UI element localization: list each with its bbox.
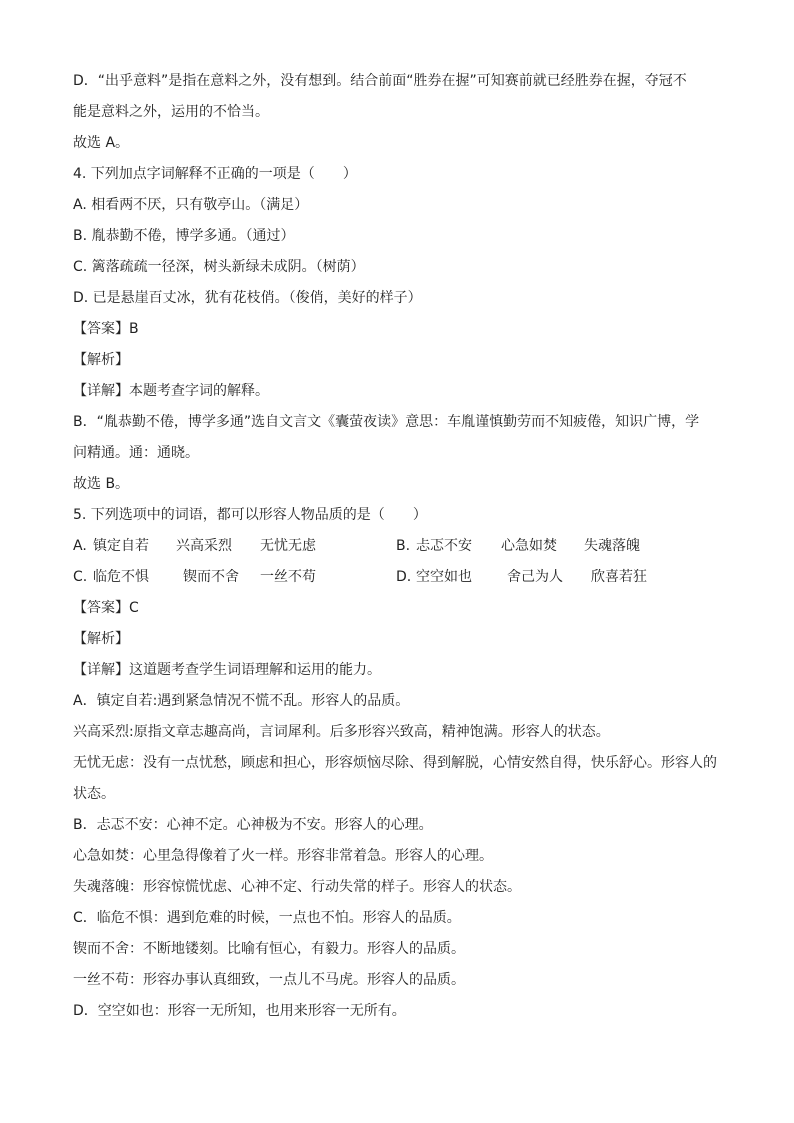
q5-option-d-label: D. (396, 569, 412, 585)
q3-choice: 故选 A。 (73, 135, 130, 151)
q4-stem-text: 4. 下列加点字词解释不正确的一项是（ (73, 166, 315, 182)
q3-explain-d-line1: D．“出乎意料”是指在意料之外，没有想到。结合前面“胜券在握”可知赛前就已经胜券在握，夺冠不 (73, 73, 687, 89)
q5-explain-a2: 兴高采烈:原指文章志趣高尚，言词犀利。后多形容兴致高，精神饱满。形容人的状态。 (73, 724, 610, 740)
q4-option-c: C. 篱落疏疏一径深，树头新绿未成阴。（树荫） (73, 259, 365, 275)
q5-option-c-word2: 锲而不舍 (183, 569, 239, 585)
q5-option-d-word1: 空空如也 (416, 569, 472, 585)
q5-explain-a1: A．镇定自若:遇到紧急情况不慌不乱。形容人的品质。 (73, 693, 410, 709)
q5-explain-c2: 锲而不舍：不断地镂刻。比喻有恒心，有毅力。形容人的品质。 (73, 941, 465, 957)
q5-stem-close: ） (412, 507, 427, 523)
q5-option-c-word3: 一丝不苟 (260, 569, 316, 585)
q5-option-d-word3: 欣喜若狂 (591, 569, 647, 585)
q5-option-c-label: C. (73, 569, 88, 585)
q5-analysis-heading: 【解析】 (73, 631, 129, 647)
q5-explain-c3: 一丝不苟：形容办事认真细致，一点儿不马虎。形容人的品质。 (73, 972, 465, 988)
q4-stem-close: ） (342, 166, 357, 182)
q4-explain-line2: 问精通。通：通晓。 (73, 445, 199, 461)
q5-option-a-word3: 无忧无虑 (260, 538, 316, 554)
q4-stem (73, 159, 724, 190)
q3-explain-d-line2: 能是意料之外，运用的不恰当。 (73, 104, 269, 120)
q5-answer: 【答案】C (73, 600, 139, 616)
q4-explain-line1: B．“胤恭勤不倦，博学多通”选自文言文《囊萤夜读》意思：车胤谨慎勤劳而不知疲倦，知识广博，学 (73, 414, 700, 430)
q4-option-d: D. 已是悬崖百丈冰，犹有花枝俏。（俊俏，美好的样子） (73, 290, 422, 306)
q5-option-c-word1: 临危不惧 (93, 569, 149, 585)
q5-explain-a3-line2: 状态。 (73, 786, 115, 802)
q5-explain-d1: D．空空如也：形容一无所知，也用来形容一无所有。 (73, 1003, 406, 1019)
q5-option-d-word2: 舍己为人 (507, 569, 563, 585)
q5-option-a-word1: 镇定自若 (93, 538, 149, 554)
q5-explain-c1: C．临危不惧：遇到危难的时候，一点也不怕。形容人的品质。 (73, 910, 461, 926)
q5-option-a-label: A. (73, 538, 87, 554)
q5-options-row-cd (73, 562, 724, 593)
q5-option-b-word2: 心急如焚 (501, 538, 557, 554)
q4-option-a: A. 相看两不厌，只有敬亭山。（满足） (73, 197, 309, 213)
q5-explain-a3-line1: 无忧无虑：没有一点忧愁，顾虑和担心，形容烦恼尽除、得到解脱，心情安然自得，快乐舒心。形容人的 (73, 755, 717, 771)
q5-explain-b2: 心急如焚：心里急得像着了火一样。形容非常着急。形容人的心理。 (73, 848, 493, 864)
q5-explain-b1: B．忐忑不安：心神不定。心神极为不安。形容人的心理。 (73, 817, 433, 833)
q5-option-b-label: B. (396, 538, 411, 554)
q4-choice: 故选 B。 (73, 476, 130, 492)
q5-option-a-word2: 兴高采烈 (176, 538, 232, 554)
q5-option-b-word1: 忐忑不安 (416, 538, 472, 554)
q4-answer: 【答案】B (73, 321, 139, 337)
q5-stem (73, 500, 724, 531)
q5-stem-text: 5. 下列选项中的词语，都可以形容人物品质的是（ (73, 507, 385, 523)
q4-detail: 【详解】本题考查字词的解释。 (73, 383, 269, 399)
q5-explain-b3: 失魂落魄：形容惊慌忧虑、心神不定、行动失常的样子。形容人的状态。 (73, 879, 521, 895)
q5-detail: 【详解】这道题考查学生词语理解和运用的能力。 (73, 662, 381, 678)
q5-option-b-word3: 失魂落魄 (584, 538, 640, 554)
q4-option-b: B. 胤恭勤不倦，博学多通。（通过） (73, 228, 295, 244)
q4-analysis-heading: 【解析】 (73, 352, 129, 368)
q5-options-row-ab (73, 531, 724, 562)
